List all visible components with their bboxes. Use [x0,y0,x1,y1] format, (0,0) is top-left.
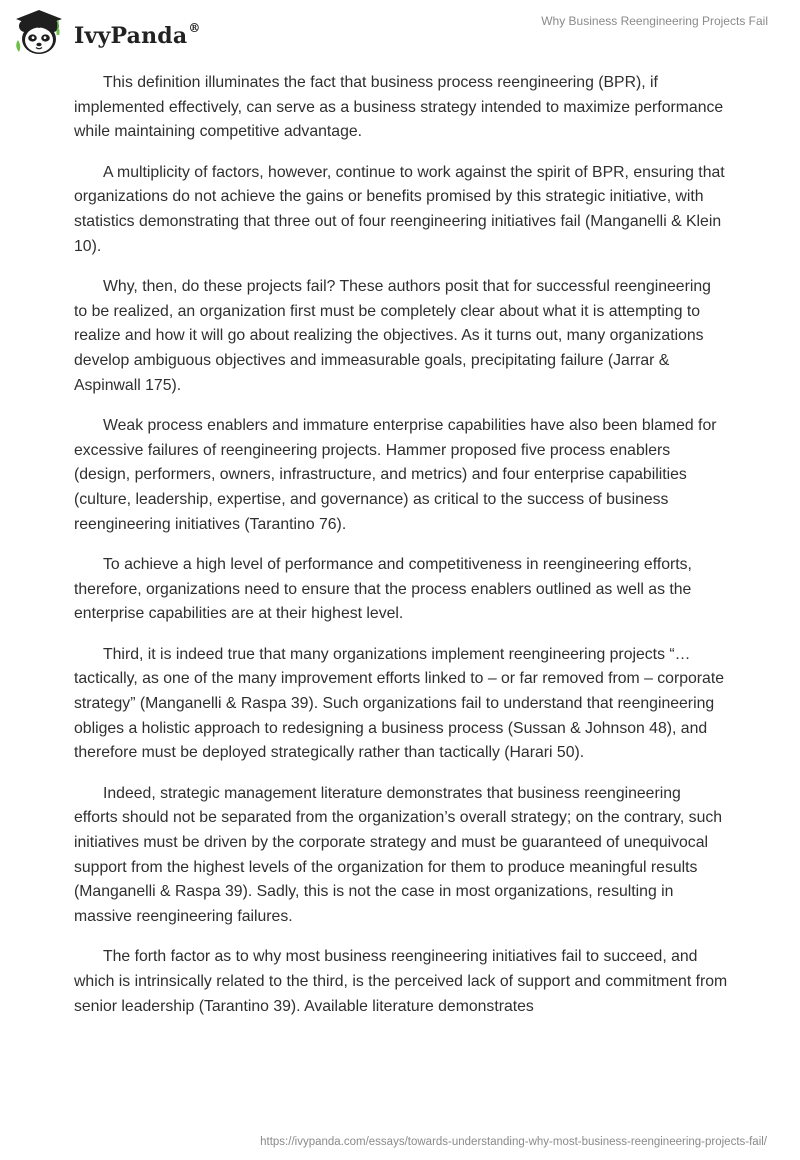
document-title: Why Business Reengineering Projects Fail [541,14,768,28]
paragraph: The forth factor as to why most business reengineering initiatives fail to succeed, and which is intrinsically related to the third, is the perceived lack of support and commitment from senior leadership (Tarantino 39). Available literature demonstrates [74,948,728,1015]
paragraph: A multiplicity of factors, however, continue to work against the spirit of BPR, ensuring that organizations do not achieve the gains or benefits promised by this strategic initiative, with statistics demonstrating that three out of four reengineering initiatives fail (Manganelli & Klein 10). [74,163,725,255]
page-header [0,0,800,62]
essay-body [74,71,728,1035]
paragraph: To achieve a high level of performance and competitiveness in reengineering efforts, therefore, organizations need to ensure that the process enablers outlined as well as the enterprise capabilities are at their highest level. [74,556,692,623]
logo-wordmark: IvyPanda® [74,21,201,49]
paragraph: Weak process enablers and immature enterprise capabilities have also been blamed for excessive failures of reengineering projects. Hammer proposed five process enablers (design, performers, owners, infrastructure, and metrics) and four enterprise capabilities (culture, leadership, expertise, and governance) as critical to the success of business reengineering initiatives (Tarantino 76). [74,417,717,533]
paragraph: Why, then, do these projects fail? These authors posit that for successful reengineering to be realized, an organization first must be completely clear about what it is attempting to realize and how it will go about realizing the objectives. As it turns out, many organizations develop ambiguous objectives and immeasurable goals, precipitating failure (Jarrar & Aspinwall 175). [74,278,711,394]
paragraph: Indeed, strategic management literature demonstrates that business reengineering efforts should not be separated from the organization’s overall strategy; on the contrary, such initiatives must be driven by the corporate strategy and must be guaranteed of unequivocal support from the highest levels of the organization for them to produce meaningful results (Manganelli & Raspa 39). Sadly, this is not the case in most organizations, resulting in massive reengineering failures. [74,784,723,925]
panda-graduate-icon [12,8,68,58]
paragraph: This definition illuminates the fact that business process reengineering (BPR), if implemented effectively, can serve as a business strategy intended to maximize performance while maintaining competitive advantage. [74,74,724,141]
paragraph: Third, it is indeed true that many organizations implement reengineering projects “…tactically, as one of the many improvement efforts linked to – or far removed from – corporate strategy” (Manganelli & Raspa 39). Such organizations fail to understand that reengineering obliges a holistic approach to redesigning a business process (Sussan & Johnson 48), and therefore must be deployed strategically rather than tactically (Harari 50). [74,645,725,762]
source-url[interactable]: https://ivypanda.com/essays/towards-understanding-why-most-business-reengineering-projects-fail/ [260,1136,767,1148]
registered-mark: ® [188,21,201,35]
ivypanda-logo[interactable] [12,8,201,58]
